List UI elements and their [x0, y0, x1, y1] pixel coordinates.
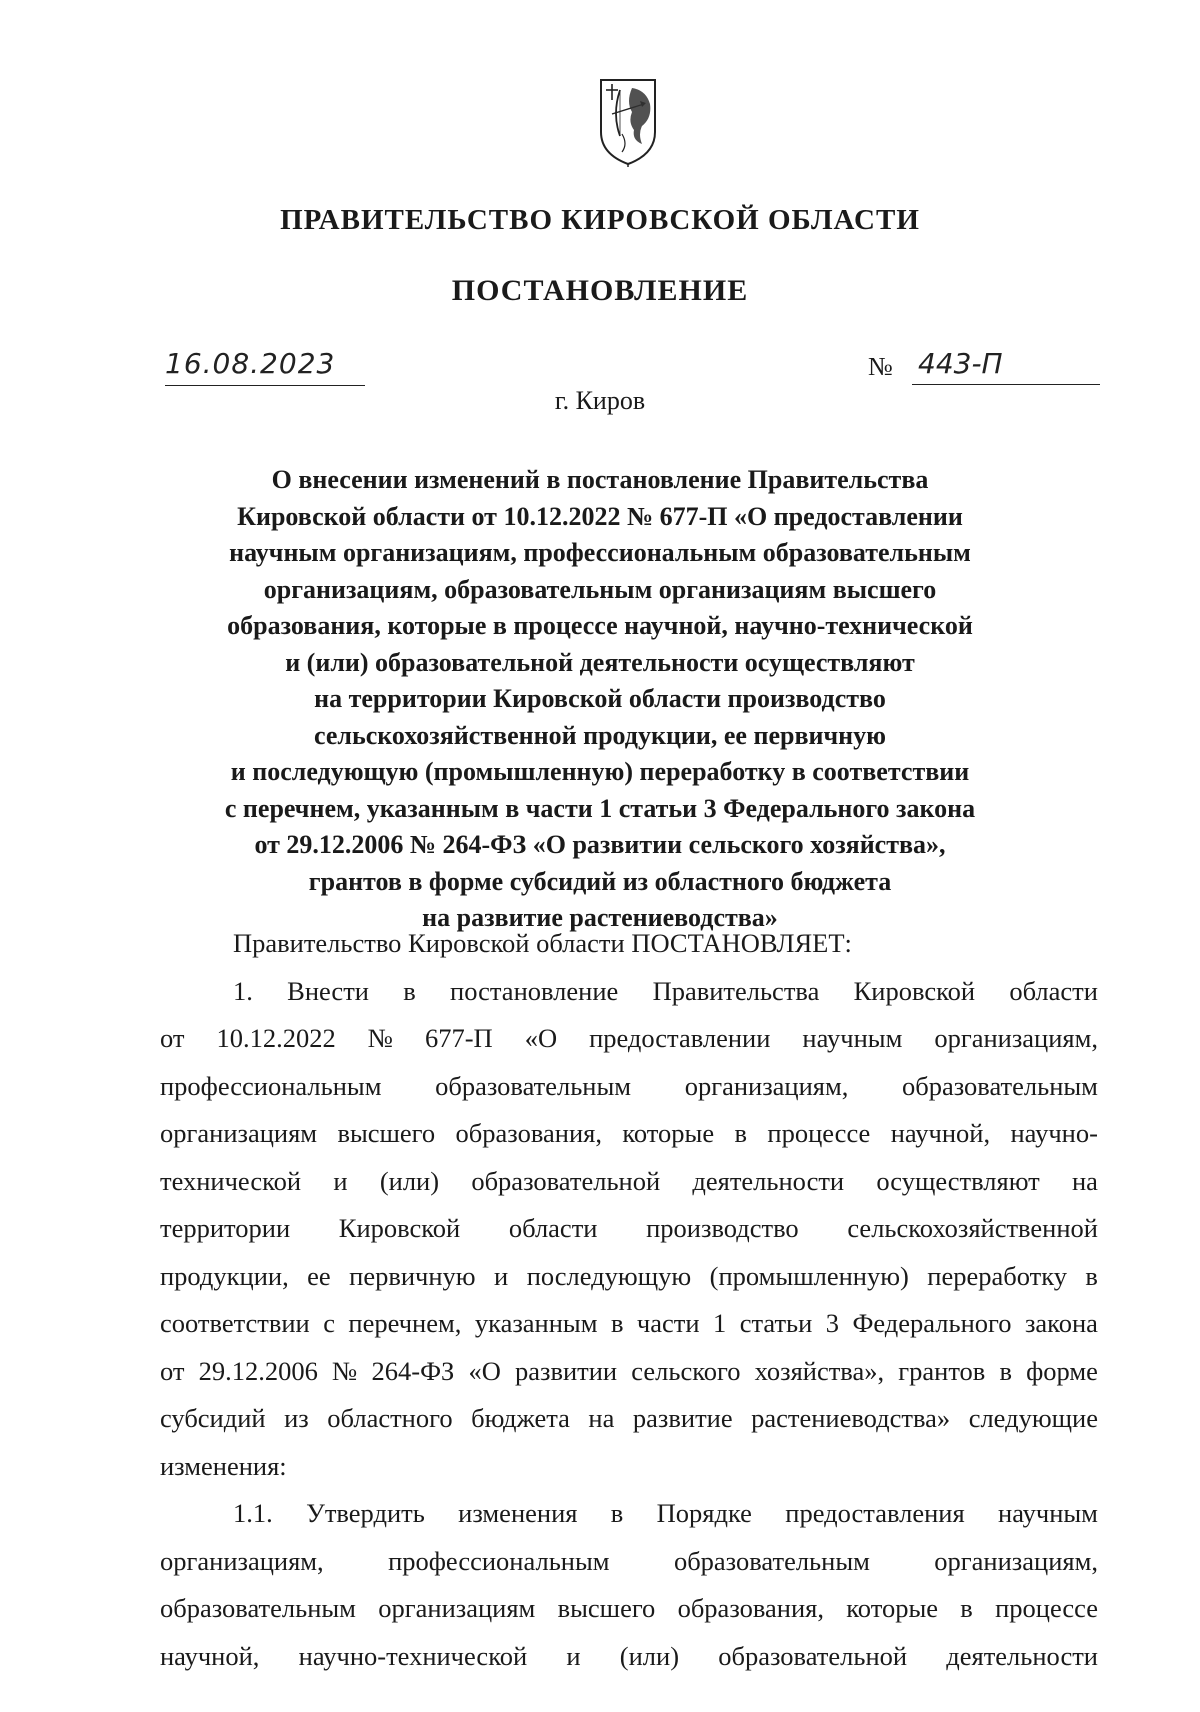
word: продукции, — [160, 1260, 289, 1291]
word: Порядке — [656, 1498, 752, 1528]
coat-of-arms-emblem-icon — [598, 74, 658, 168]
document-title — [170, 462, 1030, 937]
document-date: 16.08.2023 — [165, 347, 365, 386]
body-line — [160, 1348, 1098, 1396]
word: процессе — [767, 1118, 871, 1148]
word: предоставления — [785, 1498, 965, 1528]
word: Внести — [287, 975, 369, 1006]
word: грантов — [898, 1355, 986, 1386]
word: деятельности — [946, 1640, 1098, 1671]
word: научно-технической — [298, 1640, 528, 1671]
word: высшего — [337, 1118, 436, 1148]
word: в — [610, 1498, 624, 1528]
document-body — [160, 920, 1098, 1680]
body-line — [160, 1538, 1098, 1586]
word: организациям, — [934, 1023, 1098, 1053]
word: в — [610, 1308, 624, 1338]
title-line: от 29.12.2006 № 264-ФЗ «О развитии сельского хозяйства», — [254, 830, 946, 859]
number-sign: № — [868, 352, 893, 381]
word: сельского — [631, 1355, 741, 1386]
word: образовательным — [160, 1593, 356, 1623]
word: образовательным — [673, 1545, 870, 1576]
word: (промышленную) — [709, 1260, 909, 1291]
word: и — [494, 1260, 509, 1291]
word: высшего — [557, 1593, 656, 1623]
body-line — [160, 1300, 1098, 1348]
title-line: образования, которые в процессе научной, научно-технической — [227, 611, 973, 640]
body-line — [160, 1063, 1098, 1111]
word: части — [636, 1308, 700, 1338]
word: организациям, — [160, 1545, 324, 1576]
word: осуществляют — [876, 1165, 1040, 1196]
word: и — [566, 1640, 581, 1671]
word: образовательным — [435, 1070, 632, 1101]
title-line: с перечнем, указанным в части 1 статьи 3 Федерального закона — [224, 793, 976, 823]
word: и — [333, 1165, 348, 1196]
word: первичную — [349, 1260, 476, 1291]
word: следующие — [968, 1403, 1098, 1433]
word: с — [323, 1308, 335, 1338]
word: на — [588, 1403, 615, 1433]
document-number: 443-П — [912, 347, 1100, 385]
word: № — [332, 1355, 358, 1386]
word: «О — [468, 1355, 501, 1386]
body-line: изменения: — [160, 1450, 287, 1481]
body-line — [160, 1015, 1098, 1063]
word: Кировской — [338, 1213, 461, 1243]
word: организациям — [378, 1593, 536, 1623]
word: растениеводства» — [751, 1403, 951, 1433]
body-line — [160, 1585, 1098, 1633]
body-line — [160, 968, 1098, 1016]
word: Утвердить — [306, 1498, 425, 1528]
title-line: на развитие растениеводства» — [422, 903, 778, 932]
word: организациям — [160, 1118, 318, 1148]
word: Федерального — [852, 1308, 1012, 1338]
word: ее — [307, 1260, 331, 1291]
word: организациям, — [684, 1070, 849, 1101]
word: хозяйства», — [754, 1355, 885, 1386]
word: № — [367, 1023, 393, 1053]
word: 264-ФЗ — [371, 1355, 455, 1386]
word: изменения — [458, 1498, 578, 1528]
word: развитие — [632, 1403, 733, 1433]
body-line — [160, 1633, 1098, 1681]
word: от — [160, 1023, 185, 1053]
body-line — [160, 1395, 1098, 1443]
word: закона — [1024, 1308, 1098, 1338]
title-line: О внесении изменений в постановление Правительства — [271, 465, 929, 494]
word: научной, — [160, 1640, 260, 1671]
body-line — [160, 1158, 1098, 1206]
word: 1. — [233, 975, 253, 1006]
title-line: организациям, образовательным организациям высшего — [263, 574, 937, 604]
word: на — [1072, 1165, 1098, 1196]
word: образовательной — [718, 1640, 908, 1671]
word: форме — [1026, 1355, 1098, 1386]
title-line: Кировской области от 10.12.2022 № 677-П «О предоставлении — [237, 501, 963, 531]
word: профессиональным — [388, 1545, 610, 1576]
word: переработку — [927, 1260, 1067, 1291]
word: областного — [327, 1403, 453, 1433]
body-line — [160, 1490, 1098, 1538]
body-line — [160, 1110, 1098, 1158]
body-line — [160, 1253, 1098, 1301]
word: которые — [622, 1118, 715, 1148]
word: процессе — [995, 1593, 1098, 1623]
title-line: на территории Кировской области производство — [314, 684, 886, 713]
word: которые — [846, 1593, 939, 1623]
word: перечнем, — [348, 1308, 462, 1338]
city-label: г. Киров — [554, 386, 646, 415]
word: развитии — [515, 1355, 618, 1386]
word: 677-П — [424, 1023, 493, 1053]
title-line: и (или) образовательной деятельности осуществляют — [285, 647, 915, 677]
word: «О — [524, 1023, 558, 1053]
word: 3 — [825, 1308, 839, 1338]
word: соответствии — [160, 1308, 310, 1338]
word: 10.12.2022 — [216, 1023, 336, 1053]
word: образовательной — [471, 1165, 661, 1196]
word: (или) — [379, 1165, 440, 1196]
word: бюджета — [471, 1403, 570, 1433]
word: постановление — [450, 975, 619, 1006]
word: (или) — [619, 1640, 680, 1671]
word: образования, — [677, 1593, 824, 1623]
word: производство — [646, 1213, 799, 1243]
word: предоставлении — [589, 1023, 771, 1053]
document-type-heading: ПОСТАНОВЛЕНИЕ — [451, 274, 749, 307]
word: 29.12.2006 — [198, 1355, 318, 1386]
word: сельскохозяйственной — [847, 1213, 1098, 1243]
word: 1.1. — [233, 1498, 273, 1528]
word: территории — [160, 1213, 291, 1243]
word: последующую — [526, 1260, 692, 1291]
word: научно- — [1010, 1118, 1098, 1148]
word: Правительства — [652, 975, 820, 1006]
word: в — [734, 1118, 747, 1148]
word: образования, — [455, 1118, 602, 1148]
word: области — [508, 1213, 598, 1243]
word: от — [160, 1355, 185, 1386]
title-line: научным организациям, профессиональным образовательным — [229, 538, 971, 567]
word: в — [1085, 1260, 1098, 1291]
title-line: и последующую (промышленную) переработку в соответствии — [230, 757, 970, 786]
title-line: грантов в форме субсидий из областного бюджета — [308, 866, 892, 896]
word: технической — [160, 1165, 302, 1196]
word: из — [284, 1403, 309, 1433]
word: научным — [998, 1498, 1098, 1528]
word: в — [960, 1593, 973, 1623]
word: научным — [802, 1023, 903, 1053]
body-line: Правительство Кировской области ПОСТАНОВЛЯЕТ: — [233, 928, 852, 958]
word: организациям, — [934, 1545, 1098, 1576]
word: Кировской — [853, 975, 976, 1006]
word: в — [403, 975, 416, 1006]
word: в — [999, 1355, 1012, 1386]
title-line: сельскохозяйственной продукции, ее первичную — [314, 720, 886, 750]
word: научной, — [890, 1118, 991, 1148]
word: статьи — [739, 1308, 813, 1338]
word: области — [1009, 975, 1098, 1006]
word: деятельности — [692, 1165, 845, 1196]
word: указанным — [474, 1308, 598, 1338]
word: 1 — [713, 1308, 727, 1338]
body-line — [160, 1205, 1098, 1253]
organization-title: ПРАВИТЕЛЬСТВО КИРОВСКОЙ ОБЛАСТИ — [280, 204, 920, 236]
word: образовательным — [902, 1070, 1098, 1101]
word: профессиональным — [160, 1070, 382, 1101]
word: субсидий — [160, 1403, 266, 1433]
